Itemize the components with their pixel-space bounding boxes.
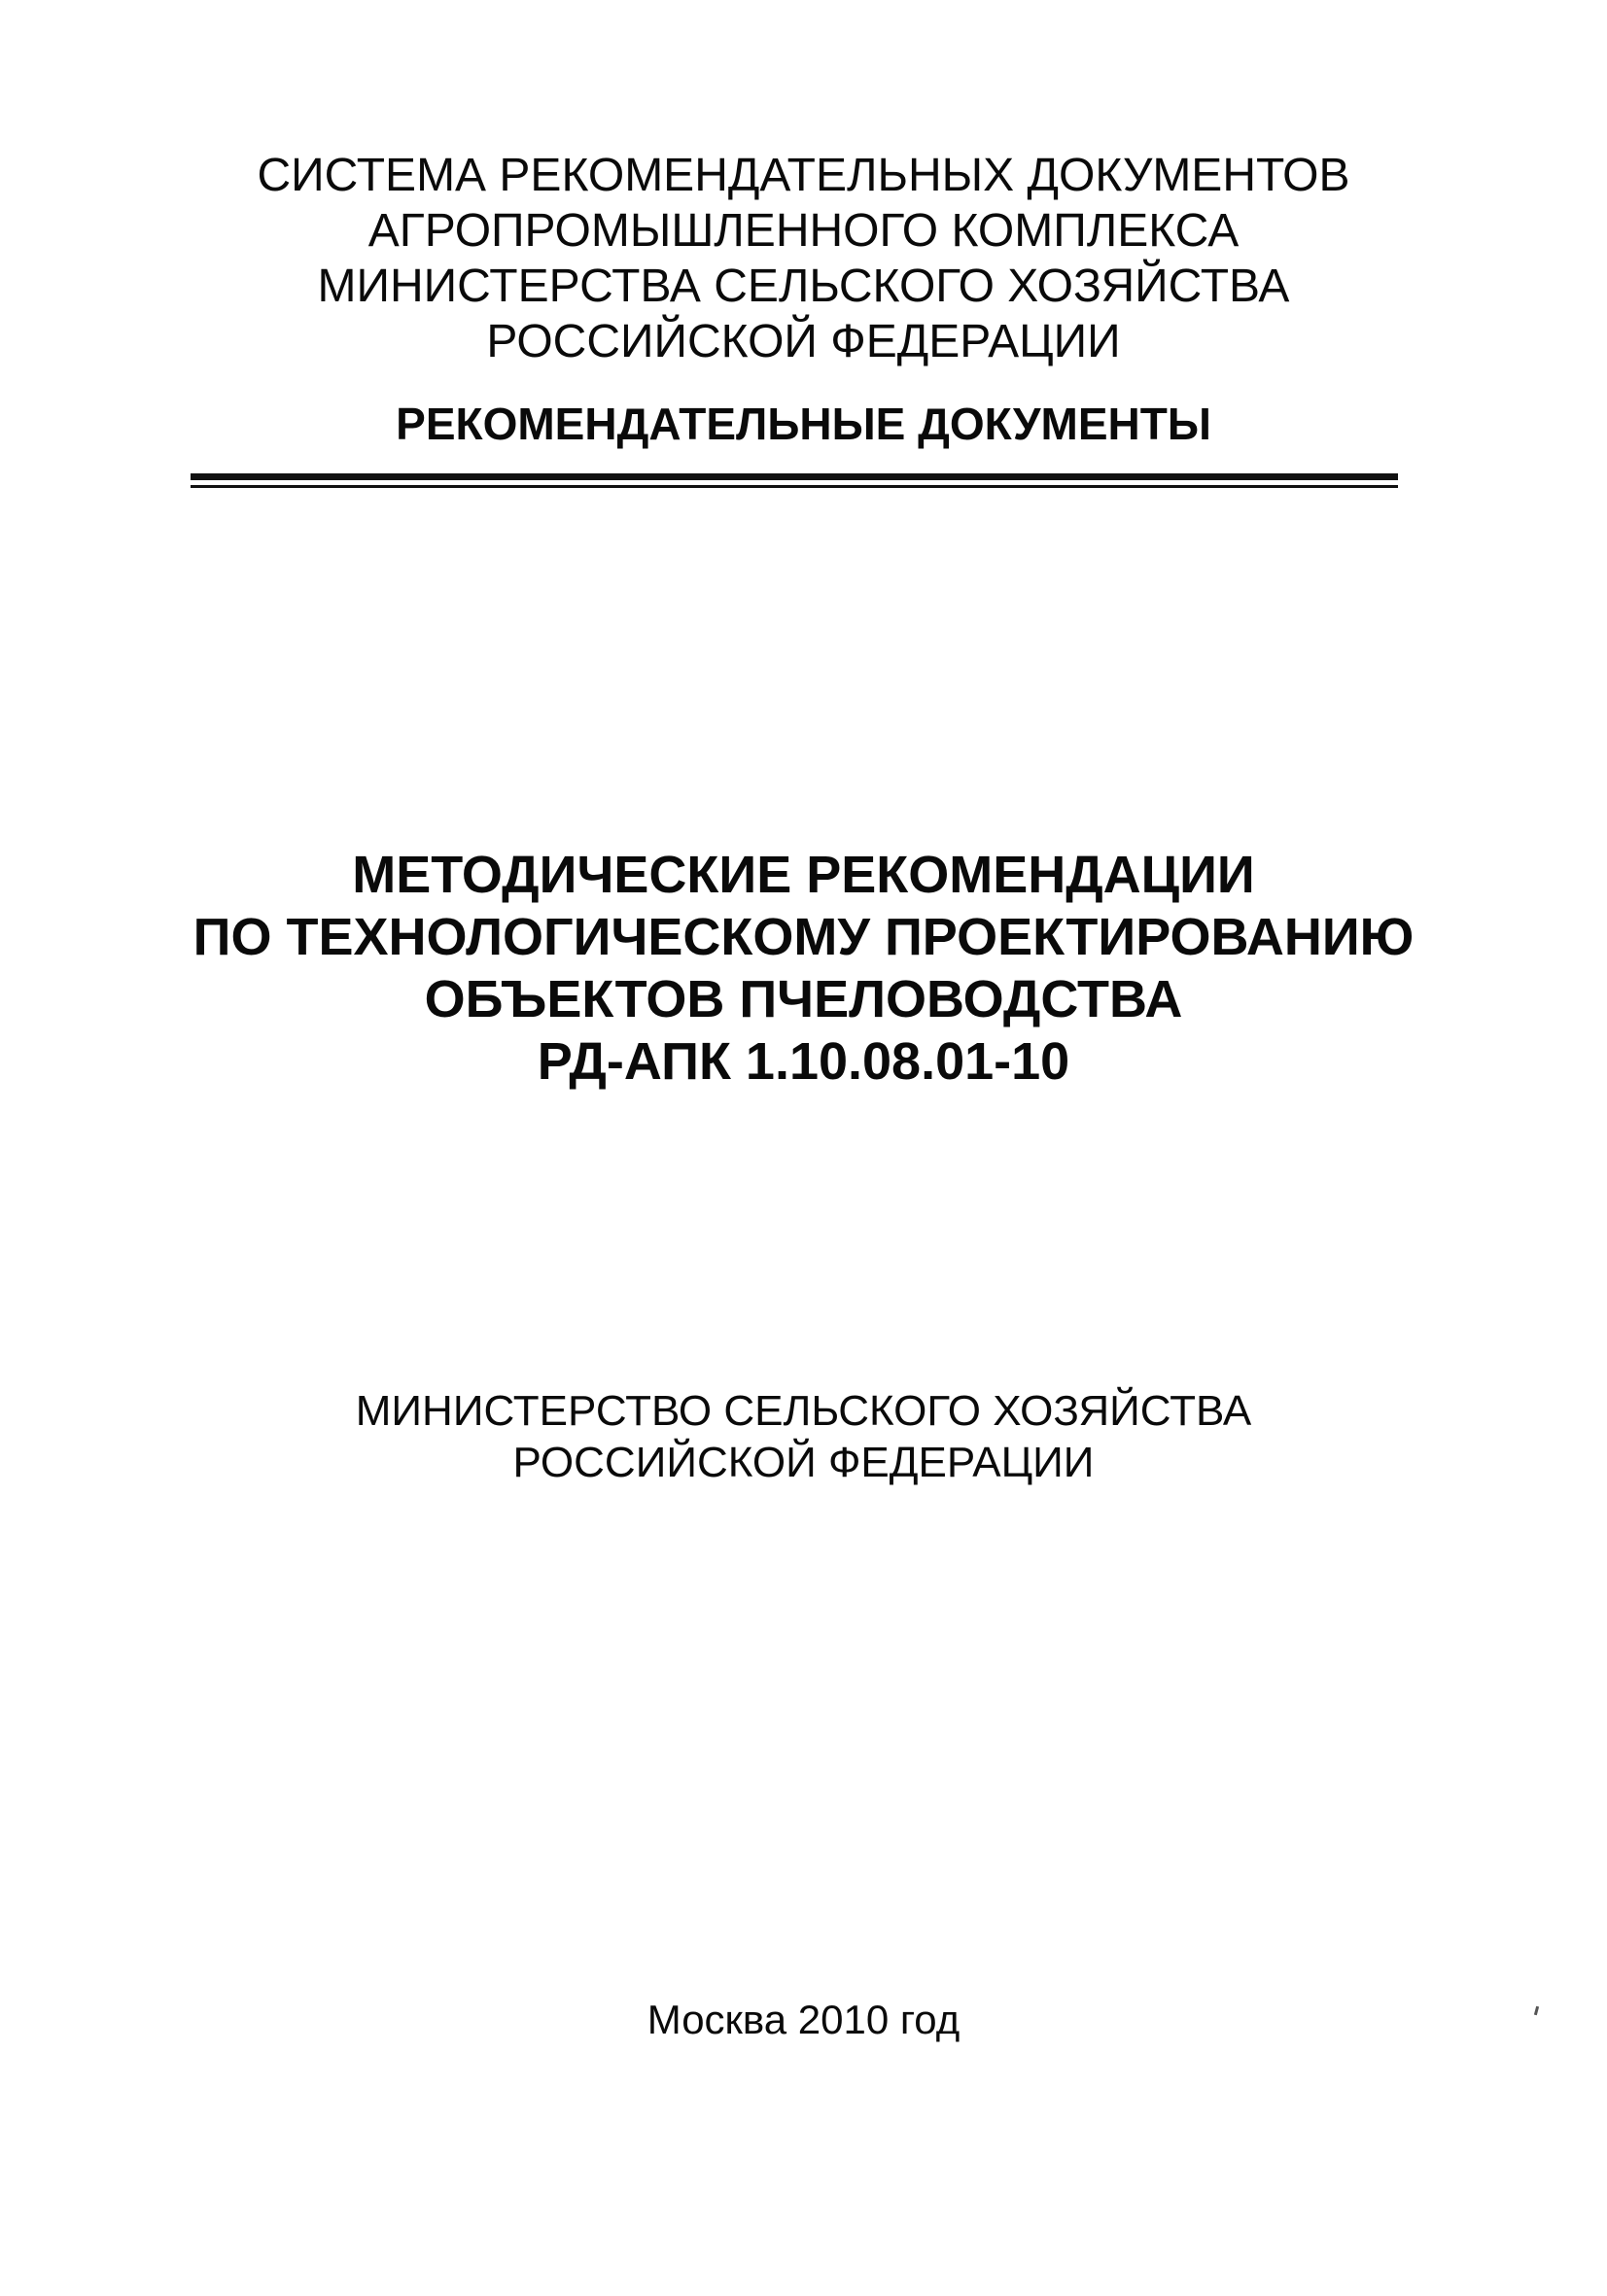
title-line: МЕТОДИЧЕСКИЕ РЕКОМЕНДАЦИИ	[352, 846, 1255, 904]
system-heading-line: АГРОПРОМЫШЛЕННОГО КОМПЛЕКСА	[367, 205, 1240, 257]
title-line: ОБЪЕКТОВ ПЧЕЛОВОДСТВА	[424, 970, 1183, 1028]
document-code: РД-АПК 1.10.08.01-10	[537, 1032, 1070, 1091]
document-title	[0, 844, 1607, 1093]
double-divider	[191, 473, 1398, 488]
series-label: РЕКОМЕНДАТЕЛЬНЫЕ ДОКУМЕНТЫ	[396, 399, 1211, 449]
publisher	[0, 1385, 1607, 1488]
divider-thick	[191, 473, 1398, 480]
publisher-line: РОССИЙСКОЙ ФЕДЕРАЦИИ	[512, 1439, 1095, 1486]
publisher-line: МИНИСТЕРСТВО СЕЛЬСКОГО ХОЗЯЙСТВА	[355, 1387, 1252, 1435]
place-and-year: Москва 2010 год	[646, 1997, 961, 2042]
system-heading-line: СИСТЕМА РЕКОМЕНДАТЕЛЬНЫХ ДОКУМЕНТОВ	[257, 150, 1350, 201]
system-heading	[0, 148, 1607, 369]
system-heading-line: РОССИЙСКОЙ ФЕДЕРАЦИИ	[486, 316, 1121, 367]
divider-thin	[191, 485, 1398, 488]
title-line: ПО ТЕХНОЛОГИЧЕСКОМУ ПРОЕКТИРОВАНИЮ	[192, 908, 1415, 966]
system-heading-line: МИНИСТЕРСТВА СЕЛЬСКОГО ХОЗЯЙСТВА	[317, 261, 1290, 312]
